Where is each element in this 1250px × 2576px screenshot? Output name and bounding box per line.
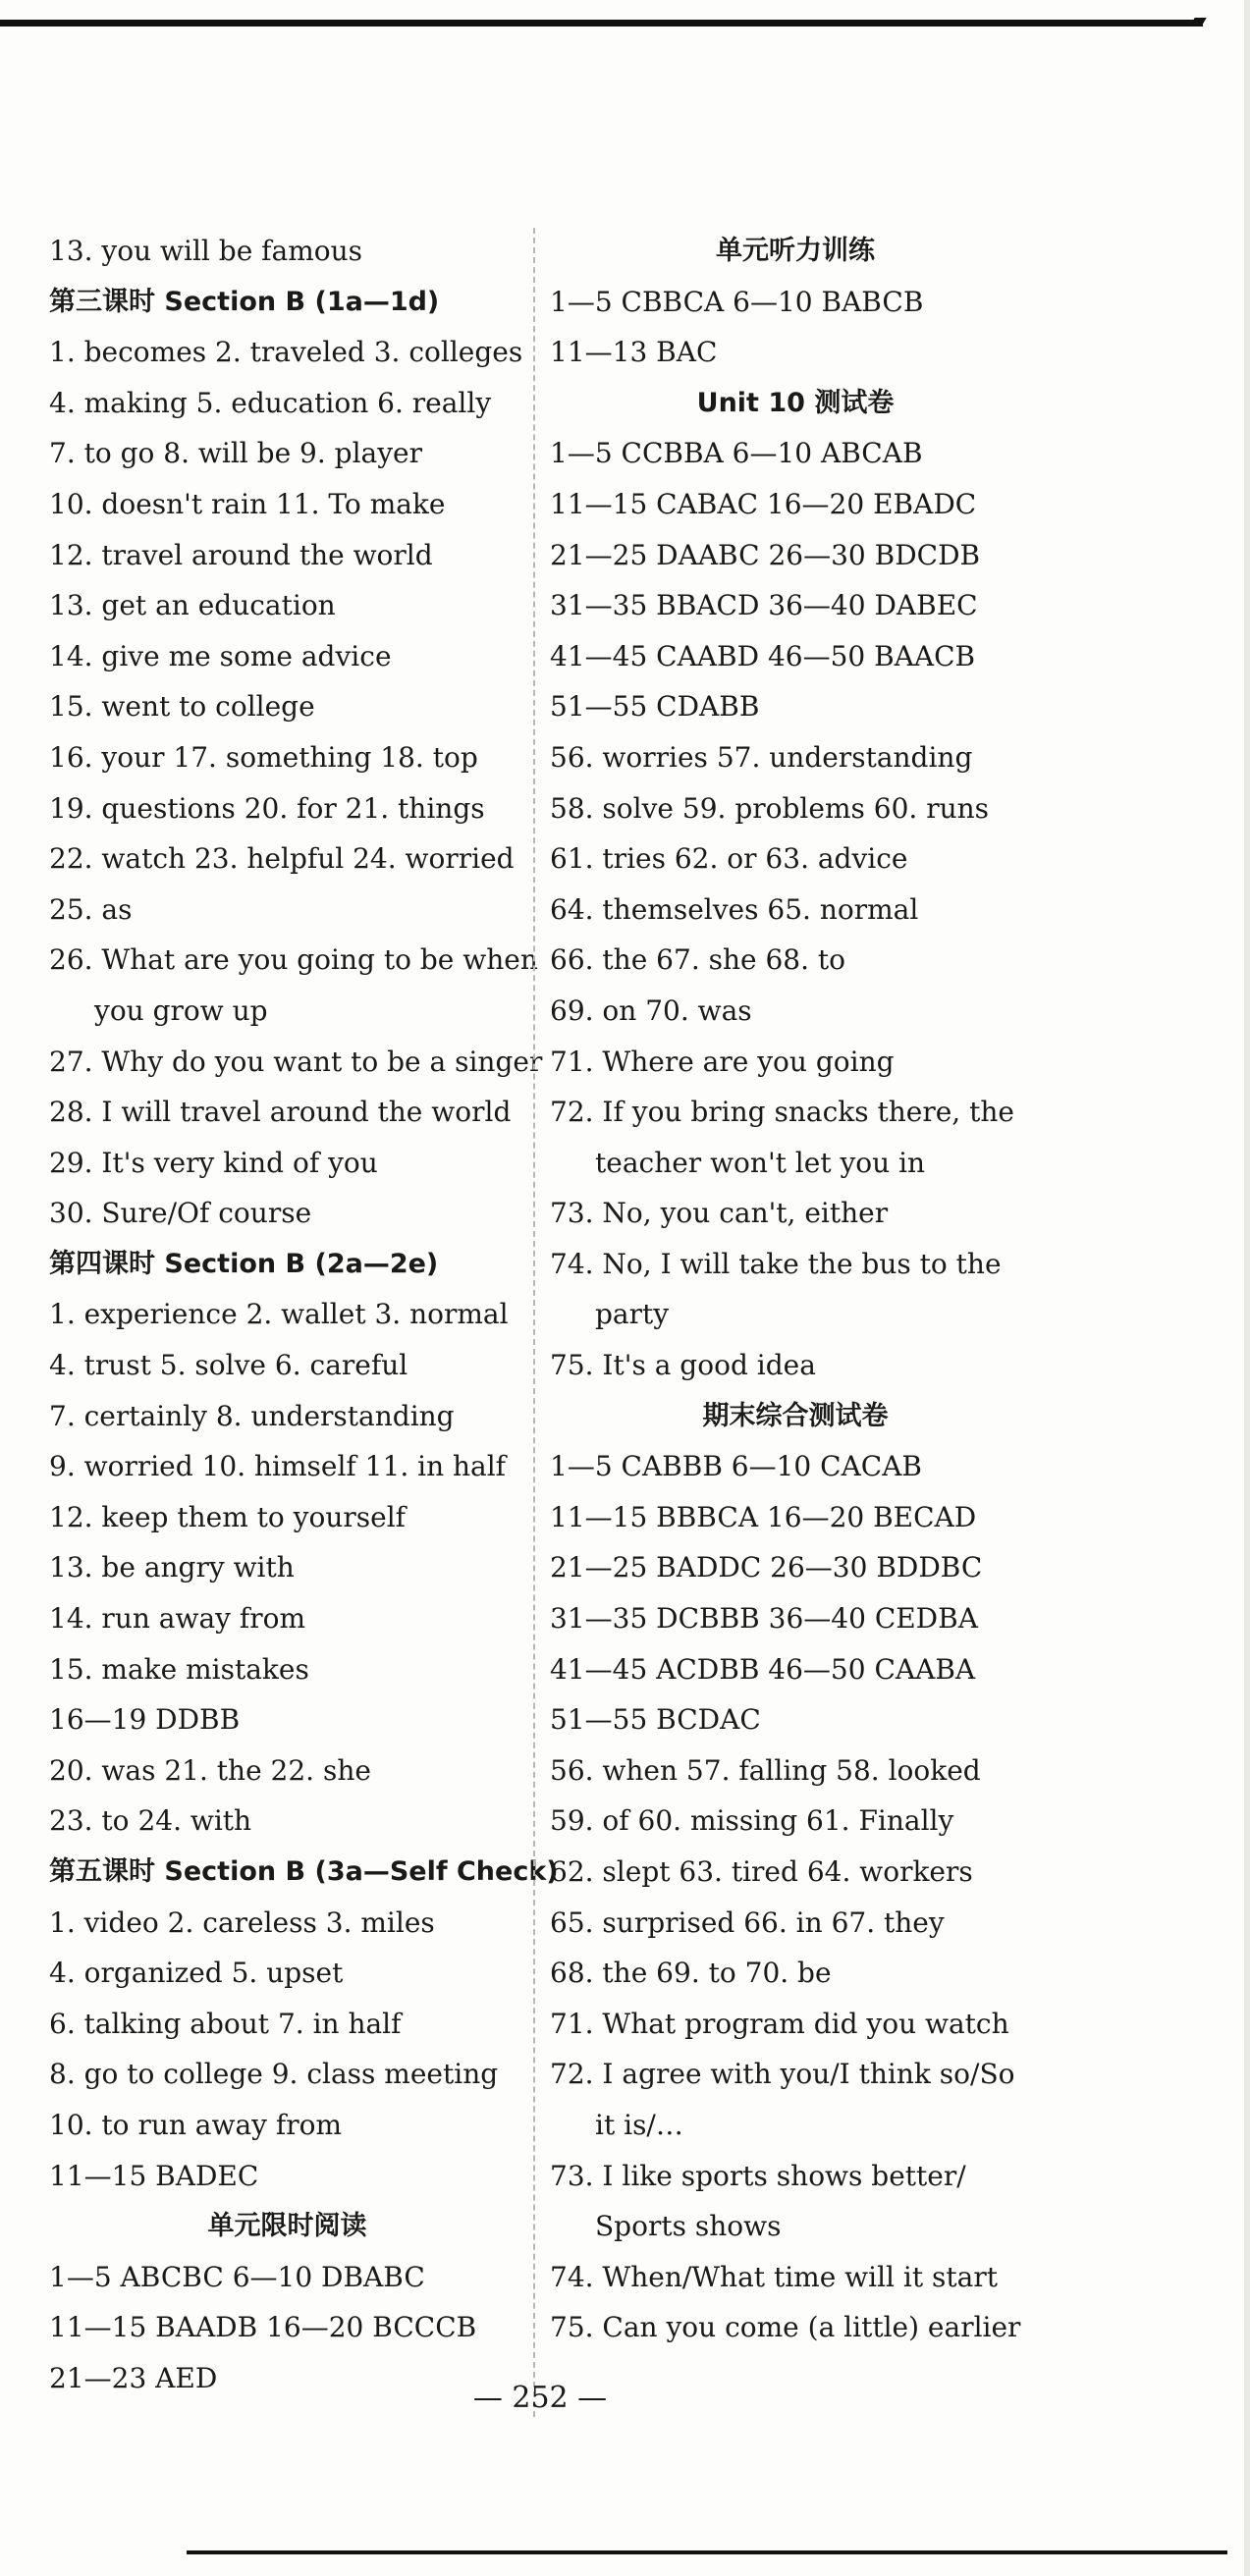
answer-line: 1—5 CABBB 6—10 CACAB bbox=[550, 1450, 923, 1483]
answer-line: 26. What are you going to be when bbox=[49, 943, 538, 977]
answer-line: 11—13 BAC bbox=[550, 336, 718, 369]
answer-line: 23. to 24. with bbox=[49, 1804, 252, 1838]
answer-line: 19. questions 20. for 21. things bbox=[49, 791, 485, 825]
answer-line: 11—15 BAADB 16—20 BCCCB bbox=[49, 2311, 477, 2344]
answer-line: 75. Can you come (a little) earlier bbox=[550, 2311, 1021, 2344]
answer-line: 56. worries 57. understanding bbox=[550, 740, 973, 774]
answer-line: 27. Why do you want to be a singer bbox=[49, 1045, 543, 1078]
top-rule bbox=[0, 20, 1203, 27]
answer-continuation: it is/… bbox=[595, 2108, 683, 2141]
answer-line: 6. talking about 7. in half bbox=[49, 2007, 402, 2040]
answer-line: 12. travel around the world bbox=[49, 538, 433, 571]
answer-line: 21—23 AED bbox=[49, 2361, 218, 2394]
section-heading: 期末综合测试卷 bbox=[702, 1400, 889, 1431]
answer-line: 1—5 CCBBA 6—10 ABCAB bbox=[550, 437, 923, 470]
answer-line: 1—5 ABCBC 6—10 DBABC bbox=[49, 2260, 425, 2293]
answer-line: 21—25 DAABC 26—30 BDCDB bbox=[550, 538, 981, 571]
answer-line: 51—55 CDABB bbox=[550, 690, 760, 724]
answer-line: 21—25 BADDC 26—30 BDDBC bbox=[550, 1551, 983, 1584]
answer-line: 9. worried 10. himself 11. in half bbox=[49, 1450, 507, 1483]
answer-line: 41—45 ACDBB 46—50 CAABA bbox=[550, 1652, 976, 1686]
answer-line: 4. trust 5. solve 6. careful bbox=[49, 1349, 408, 1382]
left-answer-column bbox=[49, 226, 559, 2404]
answer-line: 16. your 17. something 18. top bbox=[49, 740, 478, 774]
answer-line: 68. the 69. to 70. be bbox=[550, 1957, 832, 1990]
answer-line: 75. It's a good idea bbox=[550, 1349, 816, 1382]
answer-line: 61. tries 62. or 63. advice bbox=[550, 842, 908, 876]
answer-line: 1—5 CBBCA 6—10 BABCB bbox=[550, 285, 924, 318]
answer-continuation: teacher won't let you in bbox=[595, 1146, 926, 1179]
answer-line: 71. Where are you going bbox=[550, 1045, 895, 1078]
answer-line: 56. when 57. falling 58. looked bbox=[550, 1753, 981, 1787]
answer-continuation: you grow up bbox=[94, 993, 268, 1027]
answer-line: 31—35 DCBBB 36—40 CEDBA bbox=[550, 1602, 978, 1636]
section-heading: 第五课时 Section B (3a—Self Check) bbox=[49, 1856, 559, 1887]
answer-line: 66. the 67. she 68. to bbox=[550, 943, 846, 977]
answer-line: 29. It's very kind of you bbox=[49, 1146, 378, 1179]
answer-line: 13. get an education bbox=[49, 589, 336, 622]
answer-line: 31—35 BBACD 36—40 DABEC bbox=[550, 589, 978, 622]
answer-line: 62. slept 63. tired 64. workers bbox=[550, 1855, 973, 1888]
top-rule-end bbox=[1191, 18, 1206, 24]
answer-line: 20. was 21. the 22. she bbox=[49, 1753, 371, 1787]
answer-line: 59. of 60. missing 61. Finally bbox=[550, 1804, 954, 1838]
answer-line: 11—15 BBBCA 16—20 BECAD bbox=[550, 1500, 977, 1533]
answer-line: 64. themselves 65. normal bbox=[550, 892, 919, 926]
section-heading: 第四课时 Section B (2a—2e) bbox=[49, 1248, 439, 1279]
right-answer-column bbox=[550, 226, 1041, 2353]
answer-line: 74. When/What time will it start bbox=[550, 2260, 998, 2293]
answer-line: 16—19 DDBB bbox=[49, 1703, 241, 1737]
answer-continuation: Sports shows bbox=[595, 2210, 782, 2243]
section-heading: 单元限时阅读 bbox=[207, 2211, 367, 2242]
section-heading: 单元听力训练 bbox=[716, 236, 875, 266]
answer-line: 7. to go 8. will be 9. player bbox=[49, 437, 423, 470]
answer-line: 10. doesn't rain 11. To make bbox=[49, 487, 446, 520]
section-heading: 第三课时 Section B (1a—1d) bbox=[49, 286, 440, 317]
answer-line: 28. I will travel around the world bbox=[49, 1096, 512, 1129]
answer-line: 73. No, you can't, either bbox=[550, 1197, 889, 1230]
answer-line: 15. make mistakes bbox=[49, 1652, 309, 1686]
answer-line: 71. What program did you watch bbox=[550, 2007, 1009, 2040]
answer-line: 8. go to college 9. class meeting bbox=[49, 2058, 499, 2091]
answer-line: 51—55 BCDAC bbox=[550, 1703, 761, 1737]
page-number: — 252 — bbox=[472, 2381, 608, 2415]
answer-line: 74. No, I will take the bus to the bbox=[550, 1247, 1002, 1280]
answer-line: 69. on 70. was bbox=[550, 993, 752, 1027]
answer-line: 1. experience 2. wallet 3. normal bbox=[49, 1298, 509, 1331]
answer-line: 12. keep them to yourself bbox=[49, 1500, 407, 1533]
section-heading: Unit 10 测试卷 bbox=[696, 387, 895, 418]
answer-line: 11—15 CABAC 16—20 EBADC bbox=[550, 487, 977, 520]
answer-line: 13. you will be famous bbox=[49, 235, 363, 267]
answer-line: 1. becomes 2. traveled 3. colleges bbox=[49, 336, 523, 369]
answer-line: 13. be angry with bbox=[49, 1551, 295, 1584]
answer-line: 72. If you bring snacks there, the bbox=[550, 1096, 1014, 1129]
answer-line: 7. certainly 8. understanding bbox=[49, 1399, 455, 1432]
answer-line: 14. run away from bbox=[49, 1602, 306, 1636]
answer-line: 58. solve 59. problems 60. runs bbox=[550, 791, 990, 825]
column-divider bbox=[533, 228, 535, 2417]
answer-line: 72. I agree with you/I think so/So bbox=[550, 2058, 1015, 2091]
answer-line: 4. making 5. education 6. really bbox=[49, 386, 492, 419]
answer-line: 30. Sure/Of course bbox=[49, 1197, 312, 1230]
answer-line: 41—45 CAABD 46—50 BAACB bbox=[550, 639, 976, 672]
answer-line: 73. I like sports shows better/ bbox=[550, 2159, 966, 2192]
answer-line: 65. surprised 66. in 67. they bbox=[550, 1905, 945, 1939]
answer-continuation: party bbox=[595, 1298, 670, 1331]
answer-line: 10. to run away from bbox=[49, 2108, 343, 2141]
answer-line: 14. give me some advice bbox=[49, 639, 392, 672]
answer-line: 25. as bbox=[49, 892, 133, 926]
page-edge bbox=[1244, 0, 1250, 2576]
bottom-rule bbox=[187, 2550, 1227, 2554]
answer-line: 15. went to college bbox=[49, 690, 315, 724]
answer-line: 1. video 2. careless 3. miles bbox=[49, 1905, 435, 1939]
answer-line: 22. watch 23. helpful 24. worried bbox=[49, 842, 515, 876]
answer-line: 4. organized 5. upset bbox=[49, 1957, 344, 1990]
answer-line: 11—15 BADEC bbox=[49, 2159, 259, 2192]
